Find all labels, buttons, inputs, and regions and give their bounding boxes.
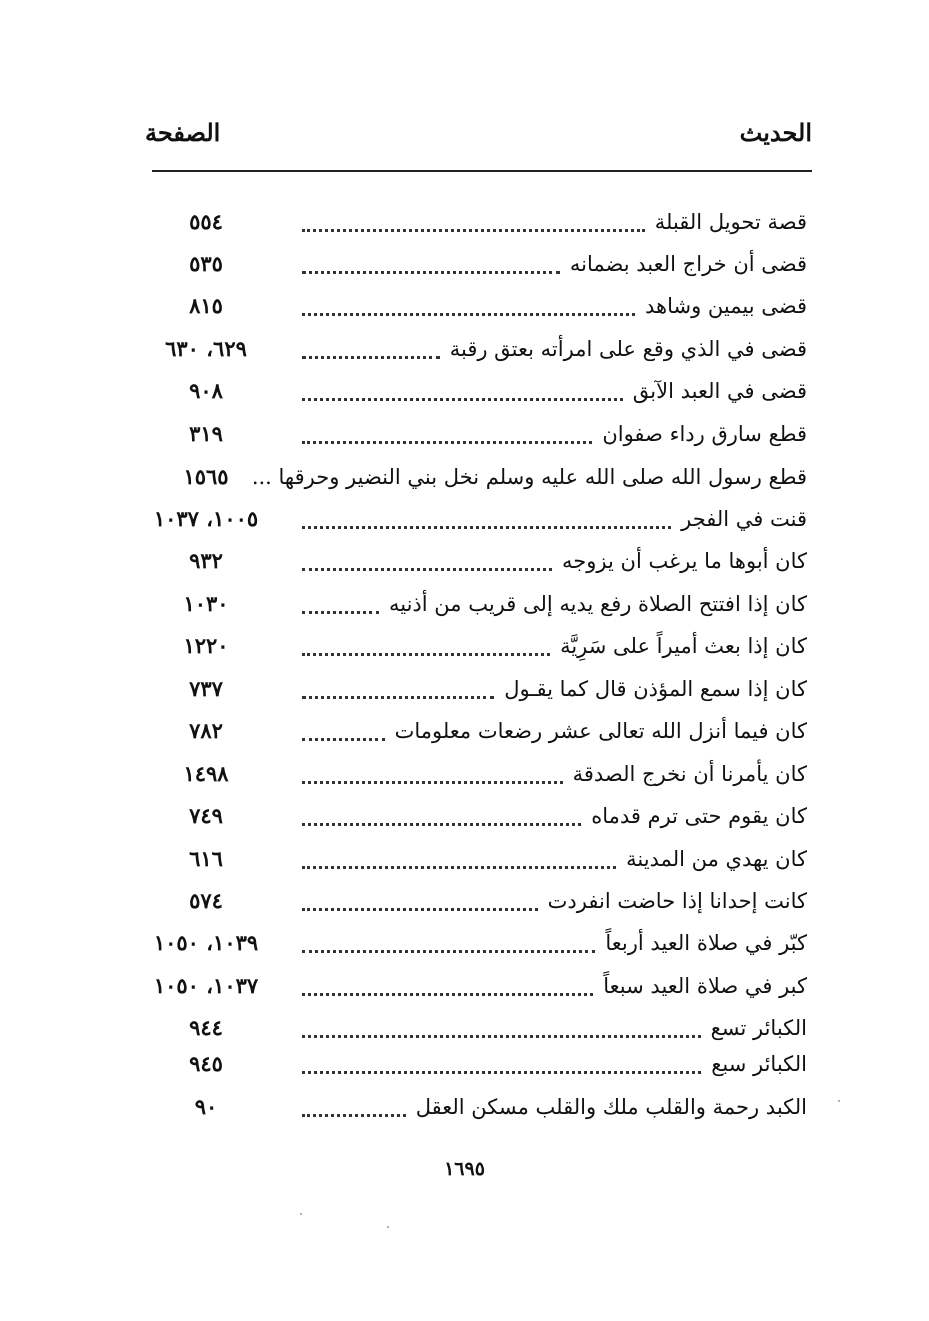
hadith-text: قضى بيمين وشاهد: [645, 294, 807, 318]
index-entry: [0, 1045, 929, 1083]
hadith-text: كانت إحدانا إذا حاضت انفردت: [547, 889, 807, 913]
page-reference: ٩٠٨: [189, 378, 223, 403]
hadith-text: كان إذا افتتح الصلاة رفع يديه إلى قريب من أذنيه: [388, 592, 807, 616]
page-column-heading: الصفحة: [145, 117, 221, 147]
index-header: [145, 112, 812, 152]
page-reference: ٥٥٤: [189, 209, 223, 234]
page-reference: ٩٠: [194, 1094, 218, 1119]
index-entry: [0, 924, 929, 962]
page-reference: ٥٣٥: [189, 251, 223, 276]
dot-leader: [302, 271, 560, 274]
hadith-text: قنت في الفجر: [681, 507, 807, 531]
index-entry: [0, 967, 929, 1005]
dot-leader: [302, 781, 563, 784]
hadith-text: الكبائر سبع: [711, 1052, 807, 1076]
index-entry: [0, 755, 929, 793]
index-entry: [0, 500, 929, 538]
page-reference: ٧٣٧: [189, 676, 223, 701]
hadith-text: الكبائر تسع: [710, 1016, 807, 1040]
hadith-text: كان إذا سمع المؤذن قال كما يقـول: [504, 677, 807, 701]
index-entry: [0, 627, 929, 665]
dot-leader: [302, 611, 379, 614]
hadith-text: كان يأمرنا أن نخرج الصدقة: [572, 762, 807, 786]
scan-speck: [838, 1100, 840, 1102]
page-reference: ١٠٣٧، ١٠٥٠: [153, 973, 259, 998]
page-reference: ٦١٦: [189, 846, 223, 871]
page-number: ١٦٩٥: [444, 1158, 485, 1180]
dot-leader: [302, 696, 494, 699]
hadith-text: كبر في صلاة العيد سبعاً: [603, 974, 807, 998]
index-entry: [0, 203, 929, 241]
scan-speck: [387, 1226, 389, 1228]
index-entry: [0, 1088, 929, 1126]
dot-leader: [302, 313, 635, 316]
index-entry: [0, 797, 929, 835]
hadith-text: كان أبوها ما يرغب أن يزوجه: [562, 549, 807, 573]
dot-leader: [302, 738, 385, 741]
hadith-text: قصة تحويل القبلة: [654, 210, 807, 234]
index-entry: [0, 585, 929, 623]
index-entry: [0, 670, 929, 708]
hadith-text: كان يهدي من المدينة: [626, 847, 807, 871]
page-reference: ٩٤٥: [189, 1051, 223, 1076]
dot-leader: [302, 908, 538, 911]
page-reference: ٨١٥: [189, 293, 223, 318]
hadith-text: الكبد رحمة والقلب ملك والقلب مسكن العقل: [415, 1095, 807, 1119]
page-reference: ٣١٩: [189, 421, 223, 446]
index-entry: [0, 330, 929, 368]
hadith-text: قطع رسول الله صلى الله عليه وسلم نخل بني النضير وحرقها ...: [251, 465, 807, 489]
dot-leader: [302, 823, 581, 826]
index-entry: [0, 372, 929, 410]
index-entry: [0, 458, 929, 496]
index-entry: [0, 287, 929, 325]
page-reference: ٥٧٤: [189, 888, 223, 913]
index-entry: [0, 245, 929, 283]
index-entry: [0, 1009, 929, 1047]
dot-leader: [302, 398, 623, 401]
dot-leader: [302, 1071, 701, 1074]
index-entry: [0, 415, 929, 453]
dot-leader: [302, 993, 593, 996]
page-reference: ١٠٠٥، ١٠٣٧: [153, 506, 259, 531]
hadith-column-heading: الحديث: [739, 117, 812, 147]
page-reference: ٧٨٢: [189, 718, 223, 743]
page-reference: ٧٤٩: [189, 803, 223, 828]
dot-leader: [302, 441, 592, 444]
hadith-text: كان يقوم حتى ترم قدماه: [591, 804, 807, 828]
page-reference: ١٢٢٠: [183, 633, 229, 658]
dot-leader: [302, 568, 552, 571]
hadith-text: كان إذا بعث أميراً على سَرِيَّة: [560, 634, 807, 658]
scan-speck: [300, 1213, 302, 1215]
dot-leader: [302, 356, 440, 359]
page-reference: ١٠٣٩، ١٠٥٠: [153, 930, 259, 955]
page-reference: ٩٣٢: [189, 548, 223, 573]
hadith-text: قضى أن خراج العبد بضمانه: [569, 252, 807, 276]
hadith-text: كان فيما أنزل الله تعالى عشر رضعات معلومات: [394, 719, 807, 743]
index-entry: [0, 542, 929, 580]
page-reference: ٦٢٩، ٦٣٠: [165, 336, 247, 361]
hadith-text: قضى في الذي وقع على امرأته بعتق رقبة: [449, 337, 807, 361]
page-reference: ٩٤٤: [189, 1015, 223, 1040]
dot-leader: [302, 229, 645, 232]
hadith-text: كبّر في صلاة العيد أربعاً: [605, 931, 807, 955]
dot-leader: [302, 1035, 701, 1038]
index-entry: [0, 712, 929, 750]
dot-leader: [302, 866, 616, 869]
page-reference: ١٤٩٨: [183, 761, 229, 786]
dot-leader: [302, 1114, 406, 1117]
page-reference: ١٥٦٥: [183, 464, 229, 489]
index-entry: [0, 840, 929, 878]
hadith-text: قضى في العبد الآبق: [632, 379, 807, 403]
page-reference: ١٠٣٠: [183, 591, 229, 616]
dot-leader: [302, 526, 671, 529]
header-rule: [152, 170, 812, 172]
hadith-text: قطع سارق رداء صفوان: [602, 422, 807, 446]
index-entry: [0, 882, 929, 920]
dot-leader: [302, 950, 595, 953]
dot-leader: [302, 653, 550, 656]
